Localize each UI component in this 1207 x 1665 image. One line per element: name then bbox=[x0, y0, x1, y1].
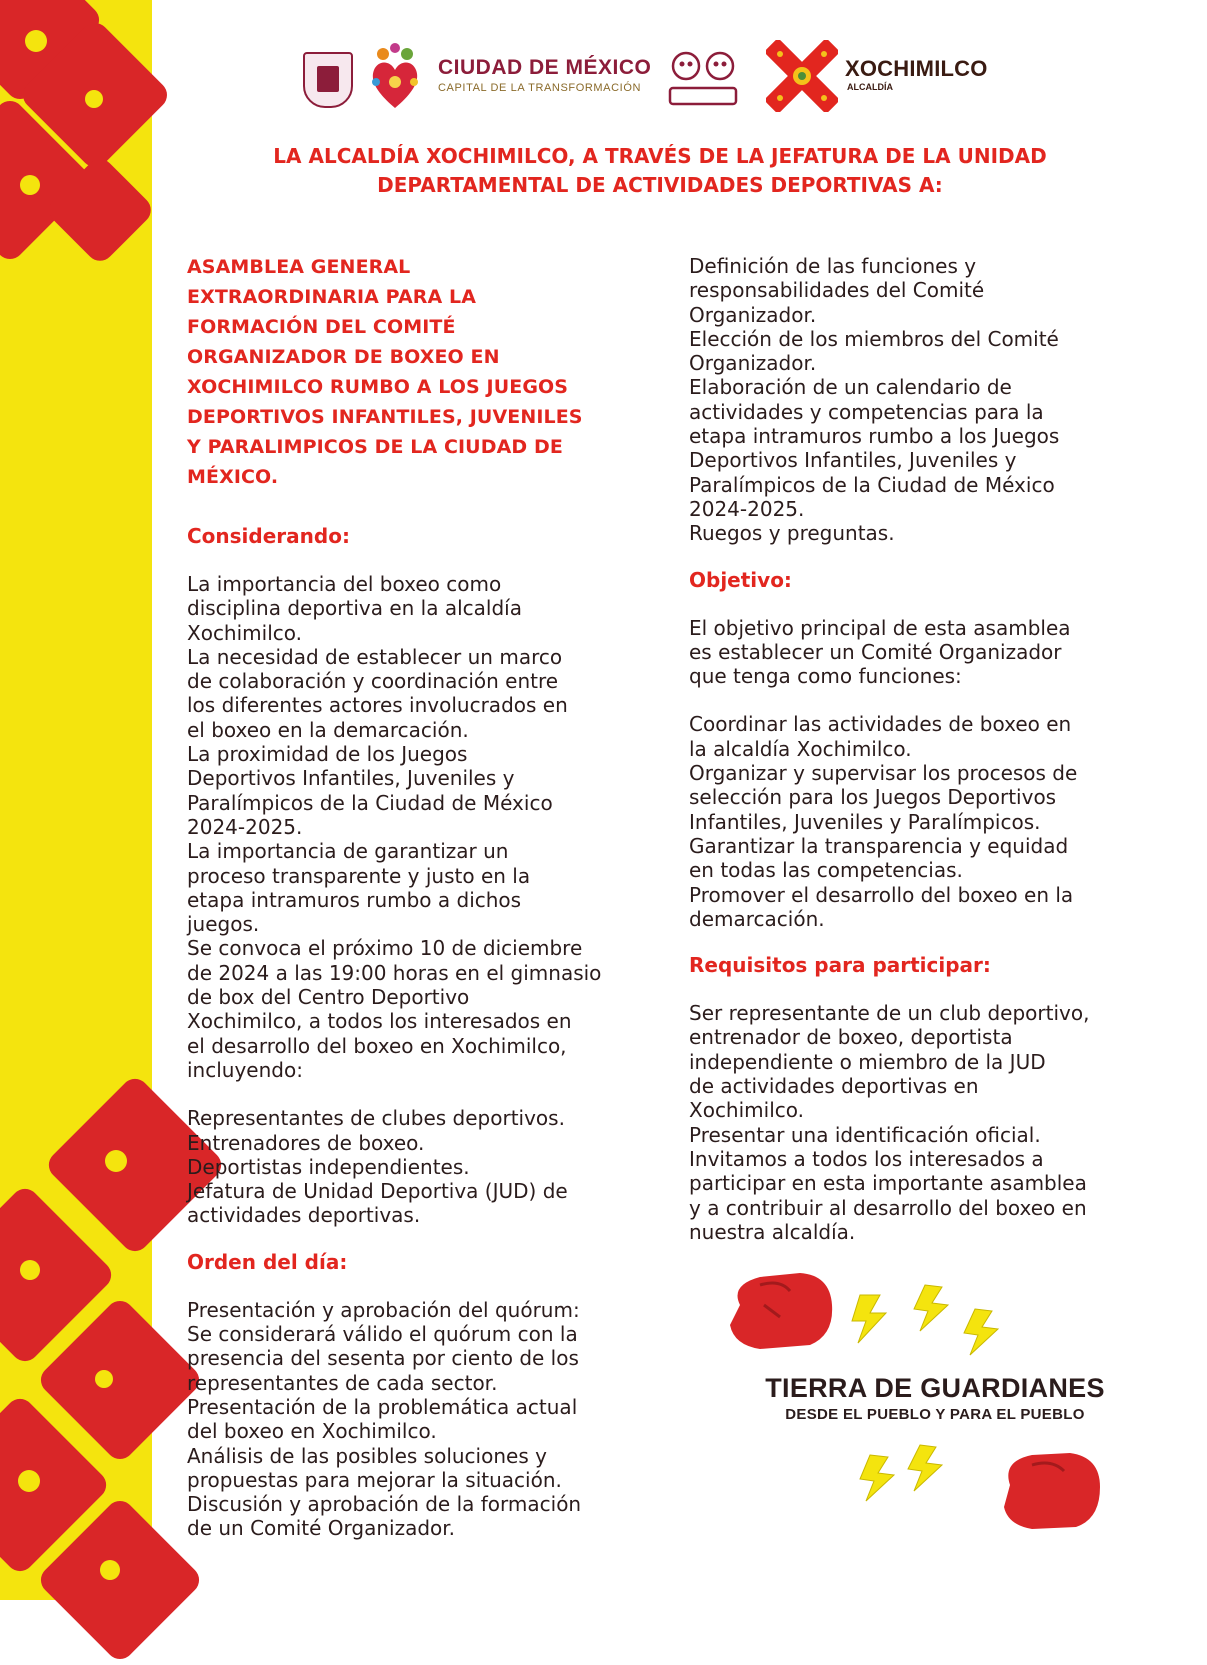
left-column bbox=[187, 252, 657, 1541]
text-line: Invitamos a todos los interesados a bbox=[689, 1146, 1044, 1171]
text-line: la alcaldía Xochimilco. bbox=[689, 736, 912, 761]
text-line: 2024-2025. bbox=[689, 496, 805, 521]
text-line: Definición de las funciones y bbox=[689, 254, 977, 278]
event-title-line: FORMACIÓN DEL COMITÉ bbox=[187, 316, 456, 338]
cdmx-subtitle: CAPITAL DE LA TRANSFORMACIÓN bbox=[438, 82, 642, 94]
orden-text-left bbox=[187, 1298, 657, 1541]
text-line: Xochimilco, a todos los interesados en bbox=[187, 1009, 572, 1034]
intro-line: LA ALCALDÍA XOCHIMILCO, A TRAVÉS DE LA JEFATURA DE LA UNIDAD bbox=[273, 144, 1047, 168]
text-line: selección para los Juegos Deportivos bbox=[689, 785, 1057, 810]
text-line: que tenga como funciones: bbox=[689, 664, 962, 689]
text-line: Se considerará válido el quórum con la bbox=[187, 1322, 578, 1347]
text-line: Se convoca el próximo 10 de diciembre bbox=[187, 936, 583, 961]
text-line: Paralímpicos de la Ciudad de México bbox=[689, 472, 1055, 497]
text-line: el desarrollo del boxeo en Xochimilco, bbox=[187, 1033, 567, 1058]
text-line: Organizador. bbox=[689, 302, 817, 327]
text-line: de un Comité Organizador. bbox=[187, 1516, 456, 1541]
text-line: incluyendo: bbox=[187, 1057, 303, 1082]
text-line: representantes de cada sector. bbox=[187, 1370, 498, 1395]
text-line: Presentación de la problemática actual bbox=[187, 1394, 578, 1419]
text-line: de 2024 a las 19:00 horas en el gimnasio bbox=[187, 960, 602, 985]
xochimilco-logo-text bbox=[845, 56, 988, 92]
event-title-line: XOCHIMILCO RUMBO A LOS JUEGOS bbox=[187, 376, 569, 398]
text-line: responsabilidades del Comité bbox=[689, 278, 985, 303]
intro-line: DEPARTAMENTAL DE ACTIVIDADES DEPORTIVAS A: bbox=[377, 173, 943, 197]
text-line: Xochimilco. bbox=[689, 1098, 804, 1123]
text-line: proceso transparente y justo en la bbox=[187, 863, 531, 888]
xochimilco-x-icon bbox=[766, 40, 838, 112]
text-line: participar en esta importante asamblea bbox=[689, 1171, 1087, 1196]
text-line: disciplina deportiva en la alcaldía bbox=[187, 596, 522, 621]
promo-subtitle: DESDE EL PUEBLO Y PARA EL PUEBLO bbox=[785, 1406, 1085, 1423]
objetivo-functions bbox=[689, 712, 1159, 931]
participants-list bbox=[187, 1106, 657, 1227]
cdmx-title: CIUDAD DE MÉXICO bbox=[438, 56, 652, 79]
cdmx-logo-text bbox=[438, 56, 651, 94]
event-title-line: EXTRAORDINARIA PARA LA bbox=[187, 286, 477, 308]
objetivo-text bbox=[689, 616, 1159, 689]
orden-heading: Orden del día: bbox=[187, 1249, 348, 1274]
text-line: 2024-2025. bbox=[187, 814, 303, 839]
requisitos-text bbox=[689, 1001, 1159, 1244]
promo-title: TIERRA DE GUARDIANES bbox=[765, 1373, 1105, 1403]
event-title-line: Y PARALIMPICOS DE LA CIUDAD DE bbox=[187, 436, 563, 458]
list-item: Entrenadores de boxeo. bbox=[187, 1130, 425, 1155]
event-title bbox=[187, 252, 657, 492]
text-line: Organizador. bbox=[689, 351, 817, 376]
event-title-line: MÉXICO. bbox=[187, 466, 279, 488]
text-line: Presentar una identificación oficial. bbox=[689, 1122, 1041, 1147]
text-line: entrenador de boxeo, deportista bbox=[689, 1025, 1013, 1050]
list-item: Deportistas independientes. bbox=[187, 1154, 470, 1179]
text-line: Promover el desarrollo del boxeo en la bbox=[689, 882, 1074, 907]
text-line: El objetivo principal de esta asamblea bbox=[689, 615, 1071, 640]
list-item: Representantes de clubes deportivos. bbox=[187, 1106, 565, 1131]
heart-flower-icon bbox=[368, 42, 422, 114]
list-item: Jefatura de Unidad Deportiva (JUD) de bbox=[187, 1179, 568, 1204]
text-line: presencia del sesenta por ciento de los bbox=[187, 1346, 579, 1371]
text-line: y a contribuir al desarrollo del boxeo en bbox=[689, 1195, 1087, 1220]
text-line: La importancia del boxeo como bbox=[187, 572, 502, 596]
tierra-de-guardianes-graphic bbox=[720, 1265, 1150, 1585]
text-line: Ruegos y preguntas. bbox=[689, 521, 895, 546]
text-line: en todas las competencias. bbox=[689, 858, 963, 883]
text-line: de colaboración y coordinación entre bbox=[187, 669, 559, 694]
orden-text-right bbox=[689, 254, 1159, 546]
text-line: demarcación. bbox=[689, 906, 825, 931]
text-line: etapa intramuros rumbo a dichos bbox=[187, 887, 522, 912]
text-line: Deportivos Infantiles, Juveniles y bbox=[689, 448, 1017, 473]
text-line: Deportivos Infantiles, Juveniles y bbox=[187, 766, 515, 791]
text-line: juegos. bbox=[187, 912, 260, 937]
text-line: nuestra alcaldía. bbox=[689, 1219, 856, 1244]
requisitos-heading: Requisitos para participar: bbox=[689, 953, 991, 978]
xochimilco-title: XOCHIMILCO bbox=[845, 56, 988, 81]
text-line: Organizar y supervisar los procesos de bbox=[689, 761, 1078, 786]
list-item: actividades deportivas. bbox=[187, 1203, 421, 1228]
text-line: Elaboración de un calendario de bbox=[689, 375, 1012, 400]
text-line: el boxeo en la demarcación. bbox=[187, 717, 469, 742]
boxing-glove-icon bbox=[1004, 1453, 1100, 1529]
text-line: es establecer un Comité Organizador bbox=[689, 639, 1062, 664]
event-title-line: DEPORTIVOS INFANTILES, JUVENILES bbox=[187, 406, 583, 428]
event-title-line: ORGANIZADOR DE BOXEO EN bbox=[187, 346, 500, 368]
text-line: Infantiles, Juveniles y Paralímpicos. bbox=[689, 809, 1041, 834]
text-line: de actividades deportivas en bbox=[689, 1074, 979, 1099]
text-line: La importancia de garantizar un bbox=[187, 839, 509, 864]
intro-heading bbox=[190, 142, 1130, 200]
text-line: Discusión y aprobación de la formación bbox=[187, 1492, 582, 1517]
text-line: Ser representante de un club deportivo, bbox=[689, 1001, 1090, 1026]
cdmx-shield-icon bbox=[303, 52, 353, 108]
xochimilco-subtitle: ALCALDÍA bbox=[847, 82, 893, 92]
text-line: Garantizar la transparencia y equidad bbox=[689, 833, 1069, 858]
boxing-glove-icon bbox=[730, 1273, 832, 1349]
considerando-heading: Considerando: bbox=[187, 524, 350, 548]
text-line: Análisis de las posibles soluciones y bbox=[187, 1443, 547, 1468]
text-line: Elección de los miembros del Comité bbox=[689, 326, 1059, 351]
text-line: los diferentes actores involucrados en bbox=[187, 693, 568, 718]
text-line: actividades y competencias para la bbox=[689, 399, 1044, 424]
text-line: propuestas para mejorar la situación. bbox=[187, 1467, 562, 1492]
text-line: La necesidad de establecer un marco bbox=[187, 644, 563, 669]
text-line: Xochimilco. bbox=[187, 620, 302, 645]
text-line: Paralímpicos de la Ciudad de México bbox=[187, 790, 553, 815]
text-line: Coordinar las actividades de boxeo en bbox=[689, 712, 1072, 737]
text-line: etapa intramuros rumbo a los Juegos bbox=[689, 424, 1060, 449]
right-column bbox=[689, 254, 1159, 1244]
text-line: de box del Centro Deportivo bbox=[187, 985, 470, 1010]
text-line: Presentación y aprobación del quórum: bbox=[187, 1297, 580, 1322]
text-line: del boxeo en Xochimilco. bbox=[187, 1419, 437, 1444]
text-line: independiente o miembro de la JUD bbox=[689, 1049, 1046, 1074]
masks-icon bbox=[668, 48, 738, 108]
considerando-text bbox=[187, 572, 657, 1082]
event-title-line: ASAMBLEA GENERAL bbox=[187, 256, 411, 278]
objetivo-heading: Objetivo: bbox=[689, 567, 792, 592]
text-line: La proximidad de los Juegos bbox=[187, 742, 468, 767]
header-logos bbox=[300, 38, 1000, 118]
decorative-side-band bbox=[0, 0, 152, 1600]
